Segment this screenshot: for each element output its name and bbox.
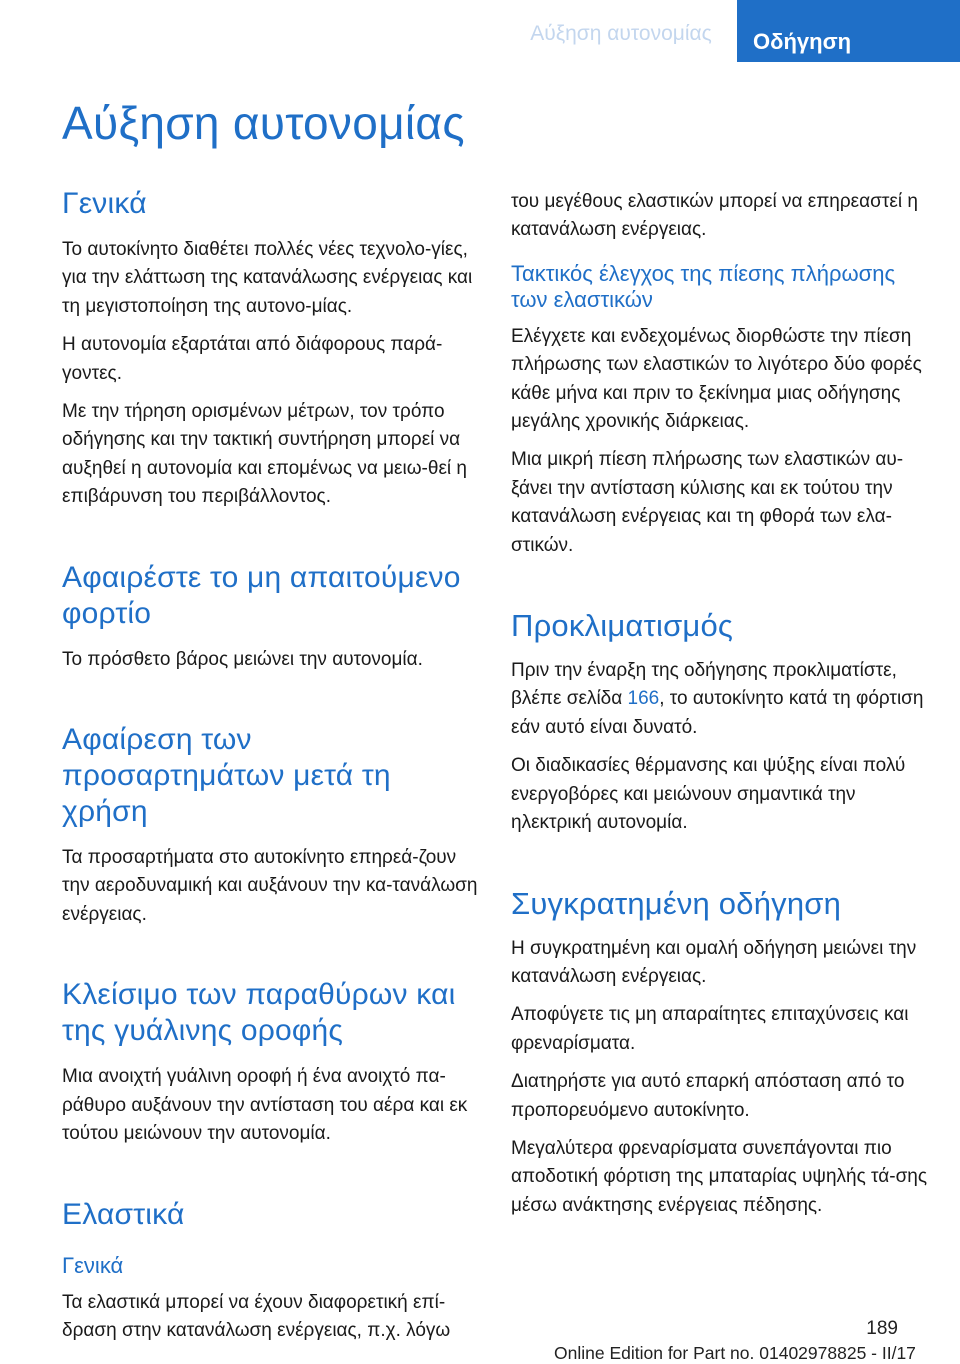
general-paragraph-2: Η αυτονομία εξαρτάται από διάφορους παρά-γοντες. xyxy=(62,334,443,384)
tyres-general-subheading: Γενικά xyxy=(62,1252,124,1278)
tyres-heading: Ελαστικά xyxy=(62,1197,185,1231)
page-reference-link[interactable]: 166 xyxy=(627,688,660,710)
tyres-general-paragraph: Τα ελαστικά μπορεί να έχουν διαφορετική επί-δραση στην κατανάλωση ενέργειας, π.χ. λόγω xyxy=(62,1291,451,1341)
remove-accessories-heading: Αφαίρεση των προσαρτημάτων μετά τη χρήση xyxy=(62,723,391,829)
page-header xyxy=(0,0,960,62)
preconditioning-heading: Προκλιματισμός xyxy=(511,608,734,644)
tyre-pressure-heading: Τακτικός έλεγχος της πίεσης πλήρωσης των ελαστικών xyxy=(511,260,896,312)
preconditioning-text-a: Πριν την έναρξη της οδήγησης προκλιματίστε, βλέπε σελίδα xyxy=(511,660,897,710)
edition-footer: Online Edition for Part no. 01402978825 - II/17 xyxy=(554,1343,916,1363)
close-windows-heading: Κλείσιμο των παραθύρων και της γυάλινης οροφής xyxy=(62,978,456,1048)
moderate-driving-paragraph-4: Μεγαλύτερα φρεναρίσματα συνεπάγονται πιο αποδοτική φόρτιση της μπαταρίας υψηλής τά-σης μέσω ανάκτησης ενέργειας πέδησης. xyxy=(511,1137,928,1216)
preconditioning-paragraph-2: Οι διαδικασίες θέρμανσης και ψύξης είναι πολύ ενεργοβόρες και μειώνουν σημαντικά την ηλεκτρική αυτονομία. xyxy=(511,755,906,834)
moderate-driving-paragraph-1: Η συγκρατημένη και ομαλή οδήγηση μειώνει την κατανάλωση ενέργειας. xyxy=(511,937,917,987)
preconditioning-paragraph-1 xyxy=(511,657,929,742)
moderate-driving-paragraph-2: Αποφύγετε τις μη απαραίτητες επιταχύνσεις και φρεναρίσματα. xyxy=(511,1004,909,1054)
general-paragraph-3: Με την τήρηση ορισμένων μέτρων, τον τρόπο οδήγησης και την τακτική συντήρηση μπορεί να αυξηθεί η αυτονομία και επομένως να μειω-θεί η επιβάρυνση του περιβάλλοντος. xyxy=(62,401,467,508)
close-windows-paragraph: Μια ανοιχτή γυάλινη οροφή ή ένα ανοιχτό πα-ράθυρο αυξάνουν την αντίσταση του αέρα και εκ τούτου μειώνουν την αυτονομία. xyxy=(62,1066,468,1145)
remove-load-heading: Αφαιρέστε το μη απαιτούμενο φορτίο xyxy=(62,560,461,630)
moderate-driving-paragraph-3: Διατηρήστε για αυτό επαρκή απόσταση από το προπορευόμενο αυτοκίνητο. xyxy=(511,1071,905,1121)
tyre-pressure-paragraph-1: Ελέγχετε και ενδεχομένως διορθώστε την πίεση πλήρωσης των ελαστικών το λιγότερο δύο φορές κάθε μήνα και πριν το ξεκίνημα μιας οδήγησης μεγάλης χρονικής διάρκειας. xyxy=(511,325,922,433)
header-section-title: Αύξηση αυτονομίας xyxy=(530,22,712,45)
page-number: 189 xyxy=(866,1318,898,1339)
moderate-driving-heading: Συγκρατημένη οδήγηση xyxy=(511,885,842,921)
tyre-pressure-paragraph-2: Μια μικρή πίεση πλήρωσης των ελαστικών αυ-ξάνει την αντίσταση κύλισης και εκ τούτου την κατανάλωση ενέργειας και τη φθορά των ελα-στικών. xyxy=(511,449,904,556)
preconditioning-text-b: , το αυτοκίνητο κατά τη φόρτιση εάν αυτό είναι δυνατό. xyxy=(511,688,924,738)
general-paragraph-1: Το αυτοκίνητο διαθέτει πολλές νέες τεχνολο-γίες, για την ελάττωση της κατανάλωσης ενέργειας και τη μεγιστοποίηση της αυτονο-μίας. xyxy=(62,239,473,317)
remove-load-paragraph: Το πρόσθετο βάρος μειώνει την αυτονομία. xyxy=(62,648,423,670)
left-column xyxy=(62,186,480,1355)
remove-accessories-paragraph: Τα προσαρτήματα στο αυτοκίνητο επηρεά-ζουν την αεροδυναμική και αυξάνουν την κα-τανάλωση ενέργειας. xyxy=(62,847,478,925)
page-title: Αύξηση αυτονομίας xyxy=(62,97,465,149)
header-chapter-tab[interactable]: Οδήγηση xyxy=(737,0,960,62)
general-heading: Γενικά xyxy=(62,187,147,220)
tyres-general-paragraph-continued: του μεγέθους ελαστικών μπορεί να επηρεαστεί η κατανάλωση ενέργειας. xyxy=(511,191,918,241)
right-column xyxy=(511,188,929,1230)
